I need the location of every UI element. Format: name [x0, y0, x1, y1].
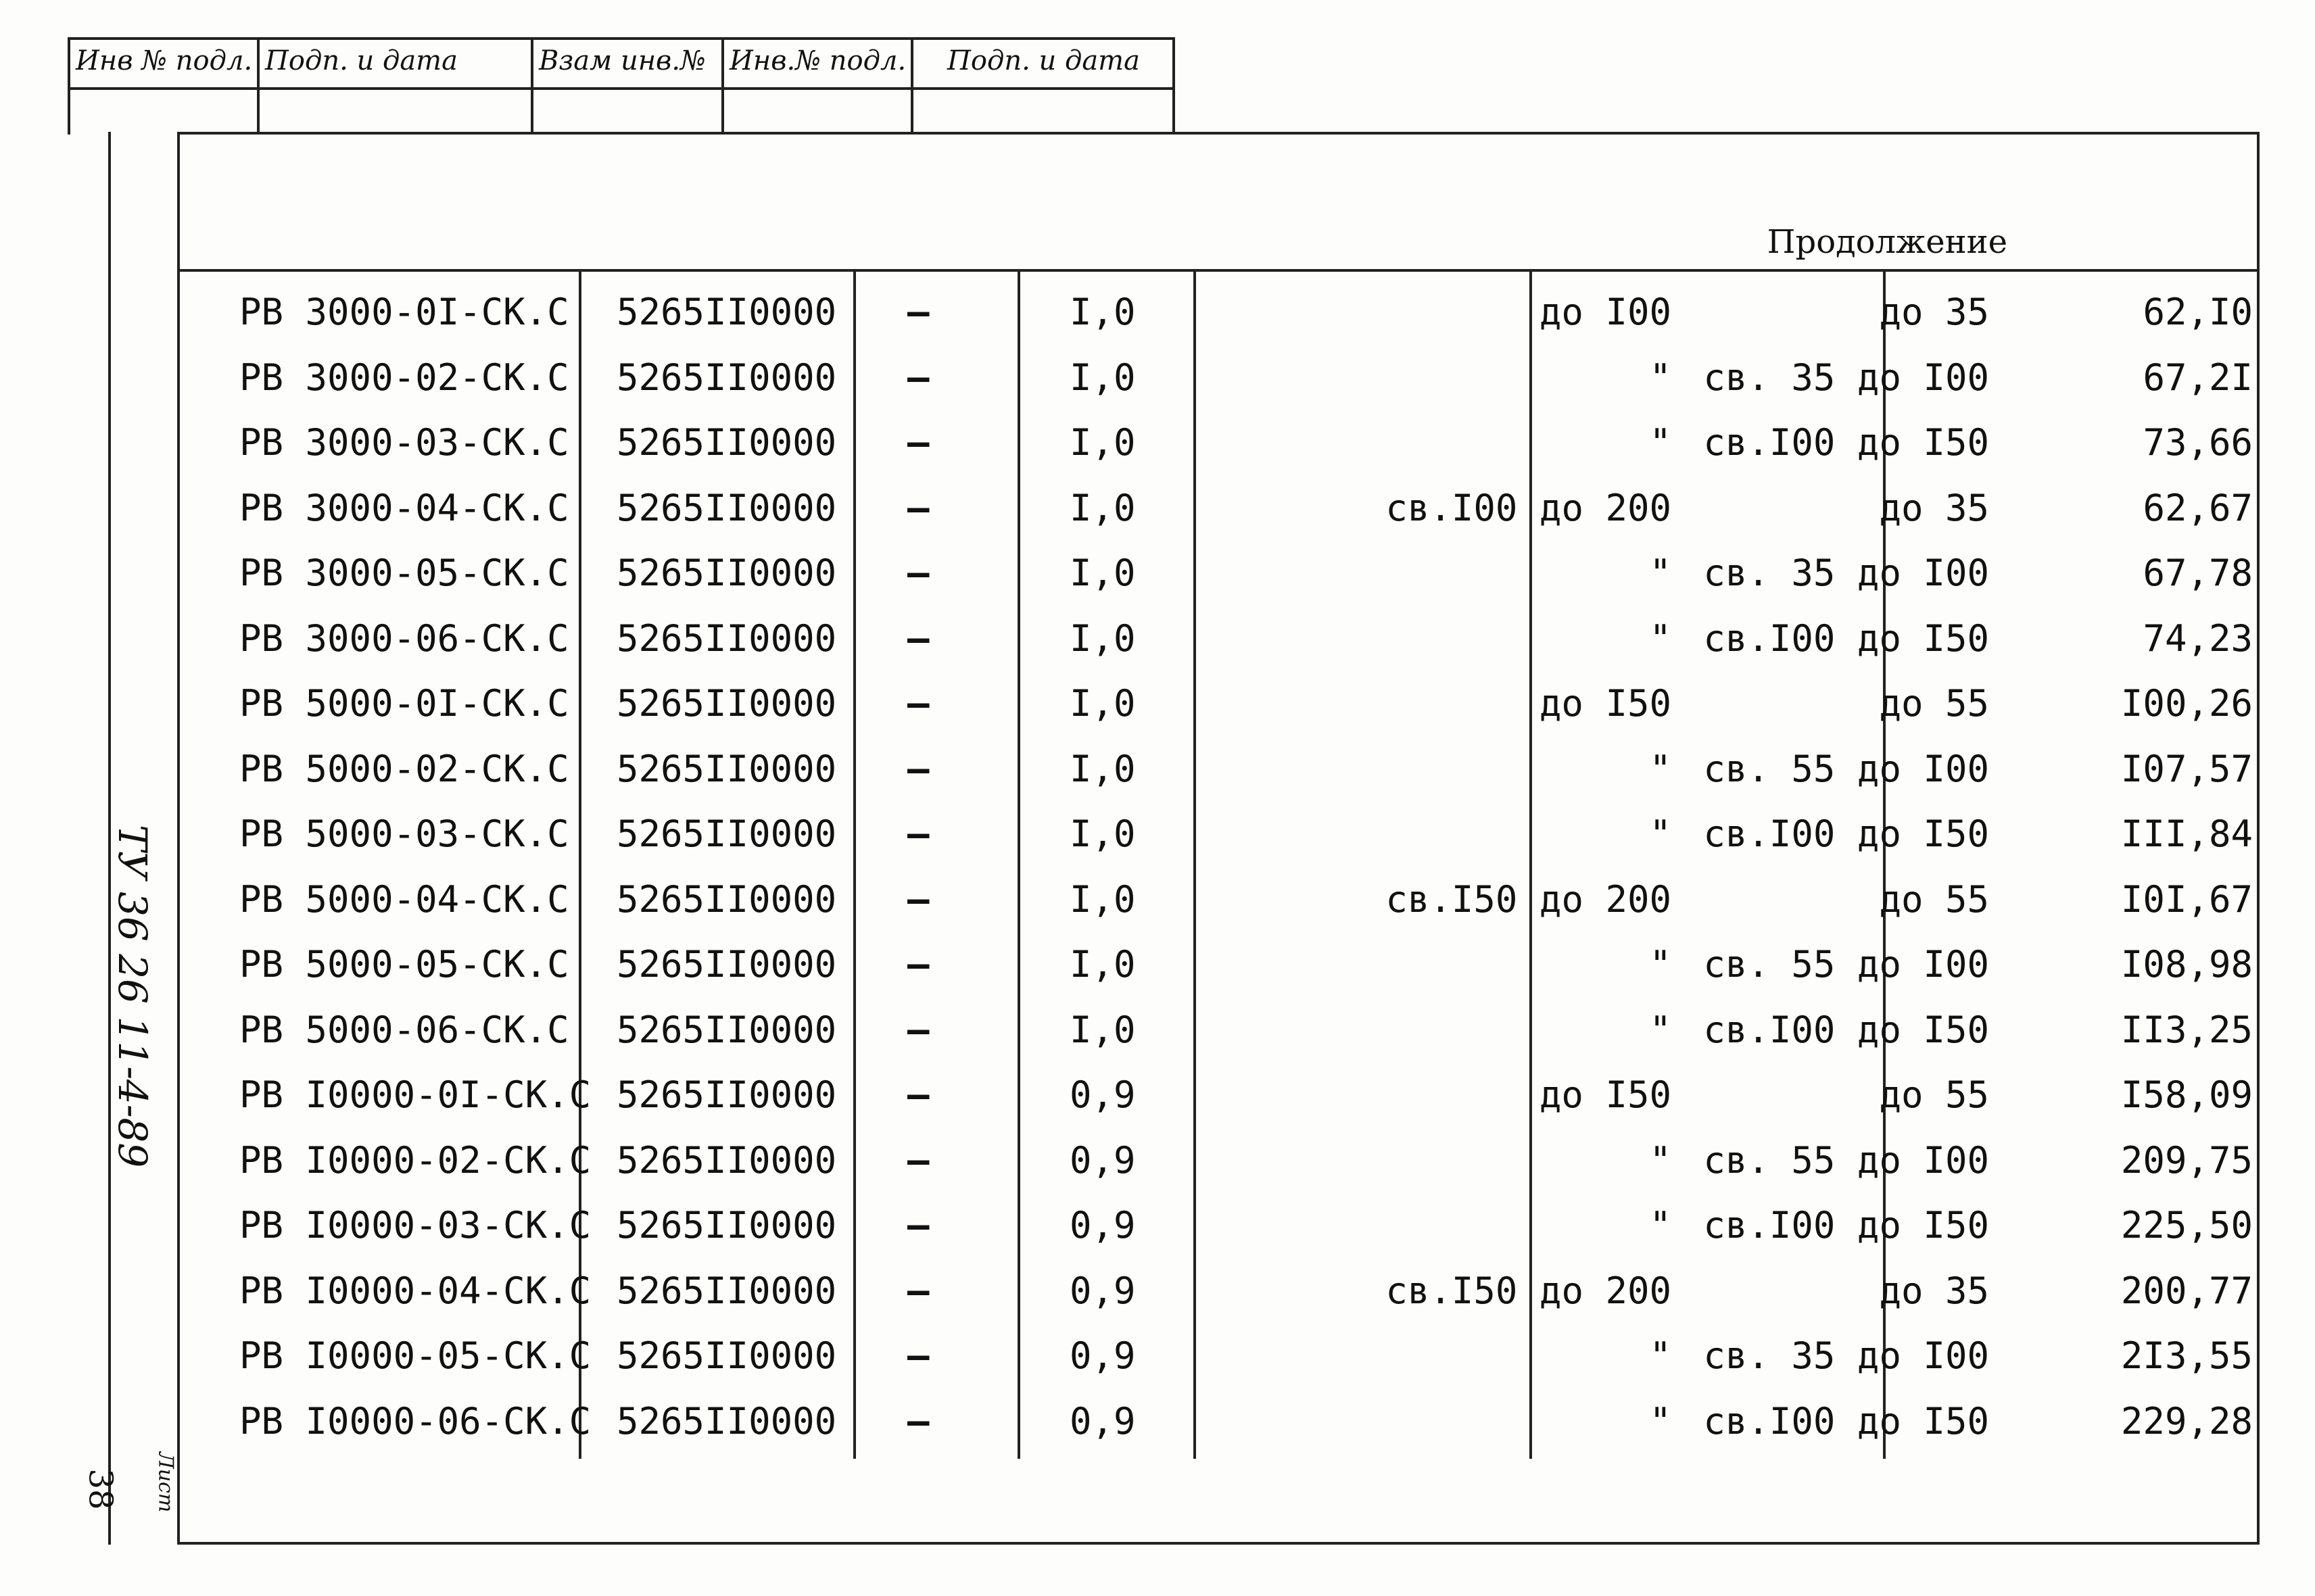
table-row — [177, 1204, 2260, 1269]
dash-cell: – — [907, 813, 930, 855]
volume-range: св.I00 до I50 — [1703, 421, 1989, 464]
price: 62,I0 — [2143, 291, 2253, 333]
product-name: РВ I0000-05-СК.С — [239, 1334, 592, 1377]
product-name: РВ I0000-04-СК.С — [239, 1269, 592, 1312]
table-row — [177, 1334, 2260, 1399]
volume-range: до 55 — [1879, 682, 1989, 725]
table-row — [177, 291, 2260, 356]
product-name: РВ 5000-02-СК.С — [239, 747, 569, 790]
pressure-range: " — [1649, 1008, 1671, 1051]
table-row — [177, 748, 2260, 813]
dash-cell: – — [907, 1399, 930, 1443]
pressure-range: " — [1649, 356, 1671, 399]
table-row — [177, 1139, 2260, 1204]
table-row — [177, 813, 2260, 877]
price: 67,78 — [2143, 552, 2253, 594]
table-row — [177, 356, 2260, 421]
document-code-text: ТУ 36 26 11-4-89 — [110, 825, 156, 1168]
header-divider — [177, 269, 2260, 272]
volume-range: св.I00 до I50 — [1703, 1399, 1989, 1443]
pressure-range: " — [1649, 421, 1671, 464]
product-code: 5265II0000 — [617, 356, 837, 399]
pressure-range: до I50 — [1539, 1073, 1671, 1116]
product-code: 5265II0000 — [617, 1138, 837, 1182]
product-name: РВ 5000-03-СК.С — [239, 813, 569, 855]
volume-range: св. 35 до I00 — [1703, 552, 1989, 594]
page-number: 38 — [81, 1468, 120, 1510]
stamp-label: Подп. и дата — [947, 45, 1140, 76]
coefficient: I,0 — [1070, 616, 1136, 660]
coefficient: I,0 — [1070, 421, 1136, 464]
volume-range: до 35 — [1879, 486, 1989, 529]
coefficient: 0,9 — [1070, 1334, 1136, 1377]
pressure-range: " — [1649, 552, 1671, 594]
stamp-label: Инв № подл. — [76, 45, 253, 76]
volume-range: св. 35 до I00 — [1703, 356, 1989, 399]
pressure-range: " — [1649, 1138, 1671, 1182]
volume-range: св.I00 до I50 — [1703, 616, 1989, 660]
pressure-range: св.I50 до 200 — [1385, 1269, 1671, 1312]
dash-cell: – — [907, 877, 930, 921]
dash-cell: – — [907, 682, 930, 725]
product-code: 5265II0000 — [617, 1008, 837, 1051]
product-name: РВ I0000-0I-СК.С — [239, 1073, 592, 1116]
pressure-range: св.I00 до 200 — [1385, 486, 1671, 529]
price: 209,75 — [2120, 1138, 2253, 1182]
dash-cell: – — [907, 1073, 930, 1116]
price: 2I3,55 — [2120, 1334, 2253, 1377]
product-code: 5265II0000 — [617, 552, 837, 594]
dash-cell: – — [907, 616, 930, 660]
coefficient: I,0 — [1070, 813, 1136, 855]
volume-range: св. 35 до I00 — [1703, 1334, 1989, 1377]
price: III,84 — [2120, 813, 2253, 855]
product-code: 5265II0000 — [617, 1073, 837, 1116]
volume-range: до 55 — [1879, 1073, 1989, 1116]
dash-cell: – — [907, 747, 930, 790]
price: I00,26 — [2120, 682, 2253, 725]
product-code: 5265II0000 — [617, 291, 837, 333]
coefficient: I,0 — [1070, 747, 1136, 790]
dash-cell: – — [907, 552, 930, 594]
pressure-range: до I00 — [1539, 291, 1671, 333]
coefficient: I,0 — [1070, 943, 1136, 986]
product-name: РВ 3000-06-СК.С — [239, 616, 569, 660]
pressure-range: " — [1649, 943, 1671, 986]
document-code — [95, 825, 156, 1176]
price: I07,57 — [2120, 747, 2253, 790]
product-code: 5265II0000 — [617, 1204, 837, 1247]
approval-stamp — [68, 37, 1175, 135]
table-row — [177, 421, 2260, 486]
dash-cell: – — [907, 1269, 930, 1312]
coefficient: 0,9 — [1070, 1138, 1136, 1182]
table-row — [177, 943, 2260, 1008]
price: 74,23 — [2143, 616, 2253, 660]
pressure-range: св.I50 до 200 — [1385, 877, 1671, 921]
table-row — [177, 487, 2260, 552]
stamp-divider — [70, 87, 1172, 90]
price: 229,28 — [2120, 1399, 2253, 1443]
product-name: РВ 3000-02-СК.С — [239, 356, 569, 399]
table-row — [177, 1269, 2260, 1334]
pressure-range: " — [1649, 616, 1671, 660]
stamp-label: Взам инв.№ — [539, 45, 706, 76]
product-name: РВ 5000-0I-СК.С — [239, 682, 569, 725]
product-code: 5265II0000 — [617, 616, 837, 660]
dash-cell: – — [907, 486, 930, 529]
pressure-range: " — [1649, 1334, 1671, 1377]
table-row — [177, 1400, 2260, 1465]
table-row — [177, 552, 2260, 616]
coefficient: I,0 — [1070, 552, 1136, 594]
product-code: 5265II0000 — [617, 1334, 837, 1377]
coefficient: I,0 — [1070, 356, 1136, 399]
table-row — [177, 878, 2260, 943]
product-name: РВ 5000-05-СК.С — [239, 943, 569, 986]
coefficient: I,0 — [1070, 1008, 1136, 1051]
product-name: РВ 5000-04-СК.С — [239, 877, 569, 921]
product-name: РВ I0000-06-СК.С — [239, 1399, 592, 1443]
price: I08,98 — [2120, 943, 2253, 986]
sheet-label: Лист — [153, 1451, 178, 1513]
dash-cell: – — [907, 421, 930, 464]
pressure-range: " — [1649, 1204, 1671, 1247]
dash-cell: – — [907, 1008, 930, 1051]
product-code: 5265II0000 — [617, 682, 837, 725]
price: 225,50 — [2120, 1204, 2253, 1247]
price: II3,25 — [2120, 1008, 2253, 1051]
stamp-label: Инв.№ подл. — [730, 45, 907, 76]
volume-range: до 55 — [1879, 877, 1989, 921]
volume-range: св.I00 до I50 — [1703, 813, 1989, 855]
product-code: 5265II0000 — [617, 747, 837, 790]
continuation-label: Продолжение — [1767, 223, 2007, 261]
table-row — [177, 617, 2260, 682]
product-name: РВ I0000-03-СК.С — [239, 1204, 592, 1247]
price: 200,77 — [2120, 1269, 2253, 1312]
price: 62,67 — [2143, 486, 2253, 529]
volume-range: до 35 — [1879, 1269, 1989, 1312]
product-name: РВ I0000-02-СК.С — [239, 1138, 592, 1182]
table-row — [177, 1073, 2260, 1138]
price: 73,66 — [2143, 421, 2253, 464]
product-code: 5265II0000 — [617, 943, 837, 986]
table-row — [177, 682, 2260, 747]
stamp-label: Подп. и дата — [265, 45, 458, 76]
product-name: РВ 3000-04-СК.С — [239, 486, 569, 529]
coefficient: 0,9 — [1070, 1073, 1136, 1116]
dash-cell: – — [907, 1204, 930, 1247]
table-row — [177, 1009, 2260, 1073]
volume-range: св. 55 до I00 — [1703, 1138, 1989, 1182]
dash-cell: – — [907, 1334, 930, 1377]
product-name: РВ 3000-05-СК.С — [239, 552, 569, 594]
dash-cell: – — [907, 943, 930, 986]
coefficient: I,0 — [1070, 291, 1136, 333]
pressure-range: " — [1649, 747, 1671, 790]
price: I0I,67 — [2120, 877, 2253, 921]
product-code: 5265II0000 — [617, 1399, 837, 1443]
product-name: РВ 3000-03-СК.С — [239, 421, 569, 464]
dash-cell: – — [907, 291, 930, 333]
dash-cell: – — [907, 1138, 930, 1182]
volume-range: св. 55 до I00 — [1703, 747, 1989, 790]
volume-range: св.I00 до I50 — [1703, 1204, 1989, 1247]
product-code: 5265II0000 — [617, 813, 837, 855]
price: I58,09 — [2120, 1073, 2253, 1116]
coefficient: 0,9 — [1070, 1269, 1136, 1312]
coefficient: I,0 — [1070, 486, 1136, 529]
coefficient: 0,9 — [1070, 1204, 1136, 1247]
product-code: 5265II0000 — [617, 486, 837, 529]
product-code: 5265II0000 — [617, 877, 837, 921]
dash-cell: – — [907, 356, 930, 399]
coefficient: I,0 — [1070, 877, 1136, 921]
coefficient: 0,9 — [1070, 1399, 1136, 1443]
product-code: 5265II0000 — [617, 1269, 837, 1312]
price: 67,2I — [2143, 356, 2253, 399]
pressure-range: до I50 — [1539, 682, 1671, 725]
pressure-range: " — [1649, 1399, 1671, 1443]
volume-range: св.I00 до I50 — [1703, 1008, 1989, 1051]
product-code: 5265II0000 — [617, 421, 837, 464]
product-name: РВ 5000-06-СК.С — [239, 1008, 569, 1051]
coefficient: I,0 — [1070, 682, 1136, 725]
volume-range: до 35 — [1879, 291, 1989, 333]
pressure-range: " — [1649, 813, 1671, 855]
volume-range: св. 55 до I00 — [1703, 943, 1989, 986]
product-name: РВ 3000-0I-СК.С — [239, 291, 569, 333]
